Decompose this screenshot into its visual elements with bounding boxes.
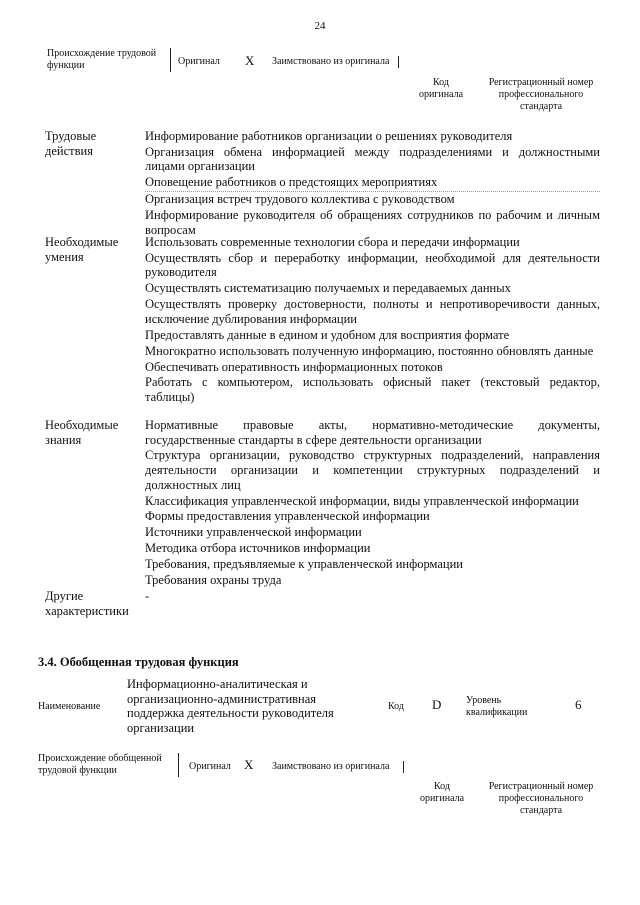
gf-origin-label: Происхождение обобщенной трудовой функции <box>38 753 179 777</box>
row-items-other <box>145 589 600 605</box>
list-item: Предоставлять данные в едином и удобном для восприятия формате <box>145 327 510 342</box>
list-item: Осуществлять проверку достоверности, полноты и непротиворечивости данных, исключение дублирования информации <box>145 297 600 326</box>
gf-code-label: Код <box>388 701 404 712</box>
list-item: Информирование руководителя об обращениях сотрудников по рабочим и личным вопросам <box>145 208 600 237</box>
list-item: Информирование работников организации о решениях руководителя <box>145 129 513 143</box>
list-item: Осуществлять сбор и переработку информации, необходимой для деятельности руководителя <box>145 250 600 280</box>
row-label-other: Другие характеристики <box>45 589 129 618</box>
gf-code-value: D <box>432 697 442 712</box>
list-item: Организация встреч трудового коллектива с руководством <box>145 192 455 207</box>
list-item: Организация обмена информацией между подразделениями и должностными лицами организации <box>145 144 600 174</box>
row-items-knowledge <box>145 418 600 589</box>
list-item: Оповещение работников о предстоящих мероприятиях <box>145 175 600 192</box>
list-item: Многократно использовать полученную информацию, постоянно обновлять данные <box>145 343 594 358</box>
list-item: Источники управленческой информации <box>145 525 362 540</box>
row-items-skills <box>145 235 600 406</box>
gf-origin-borrowed-label: Заимствовано из оригинала <box>272 761 404 773</box>
list-item: Требования охраны труда <box>145 573 282 588</box>
gf-origin-original-label: Оригинал <box>189 761 231 772</box>
gf-level-label: Уровень квалификации <box>466 695 528 718</box>
gf-origin-code-label: Код оригинала <box>419 781 465 804</box>
list-item: Использовать современные технологии сбора и передачи информации <box>145 235 520 249</box>
gf-name-label: Наименование <box>38 701 101 712</box>
origin-mark: X <box>245 53 255 68</box>
gf-origin-mark: X <box>244 757 254 772</box>
row-label-actions: Трудовые действия <box>45 129 97 158</box>
list-item: Работать с компьютером, использовать офисный пакет (текстовый редактор, таблицы) <box>145 375 600 405</box>
gf-origin-reg-label: Регистрационный номер профессионального стандарта <box>488 781 594 816</box>
gf-name-value: Информационно-аналитическая и организационно-административная поддержка деятельности руководителя организации <box>127 677 334 735</box>
origin-original-label: Оригинал <box>178 56 220 67</box>
row-label-knowledge: Необходимые знания <box>45 418 119 447</box>
list-item: Структура организации, руководство структурных подразделений, направления деятельности организации и компетенции структурных подразделений и должностных лиц <box>145 448 600 492</box>
origin-code-label: Код оригинала <box>418 77 464 100</box>
list-item: Обеспечивать оперативность информационных потоков <box>145 359 443 374</box>
row-label-skills: Необходимые умения <box>45 235 119 264</box>
list-item: - <box>145 589 150 603</box>
list-item: Требования, предъявляемые к управленческой информации <box>145 557 463 572</box>
origin-reg-label: Регистрационный номер профессионального стандарта <box>488 77 594 112</box>
list-item: Формы предоставления управленческой информации <box>145 509 430 524</box>
list-item: Осуществлять систематизацию получаемых и передаваемых данных <box>145 281 511 296</box>
row-items-actions <box>145 129 600 239</box>
origin-label: Происхождение трудовой функции <box>47 48 171 72</box>
gf-level-value: 6 <box>575 697 582 712</box>
list-item: Классификация управленческой информации, виды управленческой информации <box>145 493 579 508</box>
section-title: 3.4. Обобщенная трудовая функция <box>38 655 239 669</box>
list-item: Нормативные правовые акты, нормативно-методические документы, государственные стандарты в сфере деятельности организации <box>145 418 600 447</box>
page-number: 24 <box>314 20 326 32</box>
list-item: Методика отбора источников информации <box>145 541 371 556</box>
origin-borrowed-label: Заимствовано из оригинала <box>272 56 399 68</box>
